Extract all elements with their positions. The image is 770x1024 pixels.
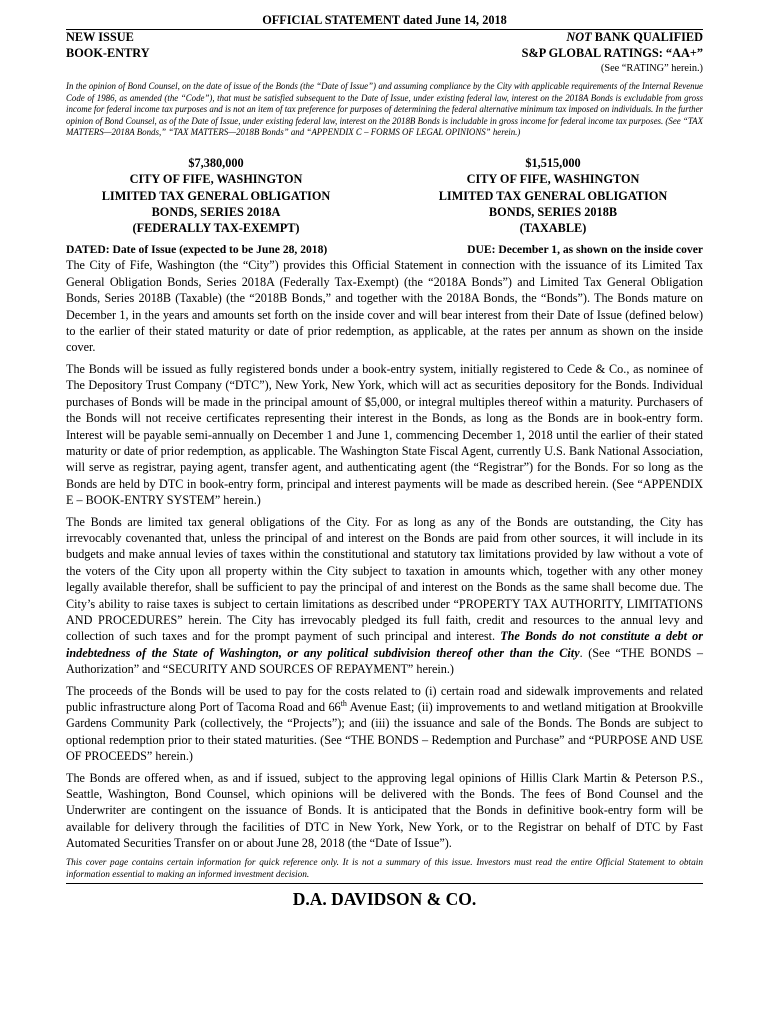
bank-qualified-label — [566, 30, 703, 46]
dated-text: DATED: Date of Issue (expected to be June 28, 2018) — [66, 243, 328, 257]
issue-2018b — [403, 155, 703, 236]
rating-label: S&P GLOBAL RATINGS: “AA+” — [521, 45, 703, 60]
document-page — [66, 0, 703, 910]
dated-due-row — [66, 243, 703, 257]
underwriter-name: D.A. DAVIDSON & CO. — [292, 889, 477, 910]
due-text: DUE: December 1, as shown on the inside cover — [467, 243, 703, 257]
proceeds-text-b: Avenue East; (ii) improvements to and wetland mitigation at Brookville Gardens Community Park (collectively, the “Projects”); and (iii) the issuance and sale of the Bonds. The Bonds are subject to optional redemption prior to their stated maturities. (See “THE BONDS – Redemption and Purchase” and “PURPOSE AND USE OF PROCEEDS” herein.) — [66, 700, 703, 764]
issue-2018a-issuer: CITY OF FIFE, WASHINGTON — [129, 172, 303, 187]
issue-2018b-series: BONDS, SERIES 2018B — [488, 204, 618, 219]
security-disclaimer: The Bonds do not constitute a debt or indebtedness of the State of Washington, or any political subdivision thereof other than the City — [66, 629, 703, 660]
top-row-1 — [66, 30, 703, 46]
document-title: OFFICIAL STATEMENT dated June 14, 2018 — [66, 13, 703, 30]
issue-2018b-status: (TAXABLE) — [519, 221, 587, 236]
security-text: The Bonds are limited tax general obligations of the City. For as long as any of the Bonds are outstanding, the City has irrevocably covenanted that, unless the principal of and interest on the Bonds are paid from other sources, it will include in its budgets and make annual levies of taxes within the constitutional and statutory tax limitations provided by law without a vote of the voters of the City upon all property within the City subject to taxation in amounts which, together with any other money legally available therefor, shall be sufficient to pay the principal of and interest on the Bonds as the same shall become due. The City’s ability to raise taxes is subject to certain limitations as described under “PROPERTY TAX AUTHORITY, LIMITATIONS AND PROCEDURES” herein. The City has irrevocably pledged its full faith, credit and resources to the annual levy and collection of such taxes and for the prompt payment of such principal and interest. — [66, 514, 703, 644]
bank-qualified-rest: BANK QUALIFIED — [591, 30, 703, 44]
issue-headings — [66, 155, 703, 236]
not-word: NOT — [566, 30, 592, 44]
issue-2018b-amount: $1,515,000 — [525, 155, 581, 170]
paragraph-security — [66, 514, 703, 678]
rating-reference: (See “RATING” herein.) — [600, 63, 703, 74]
cover-disclaimer: This cover page contains certain information for quick reference only. It is not a summary of this issue. Investors must read the entire Official Statement to obtain information essential to making an informed investment decision. — [66, 857, 703, 885]
bond-counsel-opinion: In the opinion of Bond Counsel, on the date of issue of the Bonds (the “Date of Issue”) and assuming compliance by the City with applicable requirements of the Internal Revenue Code of 1986, as amended (the “Code”), that must be satisfied subsequent to the Date of Issue, under existing federal law, interest on the 2018A Bonds is excludable from gross income for federal income tax purposes and is not an item of tax preference for purposes of determining the federal alternative minimum tax imposed on individuals. In the further opinion of Bond Counsel, as of the Date of Issue, under existing federal law, interest on the 2018B Bonds is includable in gross income for federal income tax purposes. (See “TAX MATTERS—2018A Bonds,” “TAX MATTERS—2018B Bonds” and “APPENDIX C – FORMS OF LEGAL OPINIONS” herein.) — [66, 81, 703, 138]
paragraph-offering: The Bonds are offered when, as and if issued, subject to the approving legal opinions of Hillis Clark Martin & Peterson P.S., Seattle, Washington, Bond Counsel, which opinions will be delivered with the Bonds. The fees of Bond Counsel and the Underwriter are contingent on the issuance of Bonds. It is anticipated that the Bonds in definitive book-entry form will be available for delivery through the facilities of DTC in New York, New York, or to the Registrar on behalf of DTC by Fast Automated Securities Transfer on or about June 28, 2018 (the “Date of Issue”). — [66, 770, 703, 851]
paragraph-proceeds — [66, 683, 703, 765]
issue-2018a-amount: $7,380,000 — [188, 155, 244, 170]
security-reference: . (See “THE BONDS – Authorization” and “SECURITY AND SOURCES OF REPAYMENT” herein.) — [66, 645, 703, 677]
issue-2018a-status: (FEDERALLY TAX-EXEMPT) — [132, 221, 300, 236]
top-row-2 — [66, 46, 703, 62]
paragraph-intro: The City of Fife, Washington (the “City”) provides this Official Statement in connection with the issuance of its Limited Tax General Obligation Bonds, Series 2018A (Federally Tax-Exempt) (the “2018A Bonds”) and Limited Tax General Obligation Bonds, Series 2018B (Taxable) (the “2018B Bonds,” and together with the 2018A Bonds, the “Bonds”). The Bonds mature on December 1, in the years and amounts set forth on the inside cover and will bear interest from their Date of Issue (defined below) to the earlier of their stated maturity or date of prior redemption, as applicable, at the rates per annum as shown on the inside cover. — [66, 258, 703, 355]
book-entry-label: BOOK-ENTRY — [66, 45, 150, 60]
new-issue-label: NEW ISSUE — [66, 30, 134, 44]
issue-2018b-issuer: CITY OF FIFE, WASHINGTON — [466, 172, 640, 187]
issue-2018b-type: LIMITED TAX GENERAL OBLIGATION — [438, 188, 668, 203]
issue-2018a-series: BONDS, SERIES 2018A — [151, 204, 281, 219]
issue-2018a-type: LIMITED TAX GENERAL OBLIGATION — [101, 188, 331, 203]
ordinal-suffix: th — [340, 698, 347, 708]
proceeds-text-a: The proceeds of the Bonds will be used to pay for the costs related to (i) certain road and sidewalk improvements and related public infrastructure along Port of Tacoma Road and 66 — [66, 683, 703, 715]
issue-2018a — [66, 155, 366, 236]
paragraph-book-entry: The Bonds will be issued as fully registered bonds under a book-entry system, initially registered to Cede & Co., as nominee of The Depository Trust Company (“DTC”), New York, New York, which will act as securities depository for the Bonds. Individual purchases of Bonds will be made in the principal amount of $5,000, or integral multiples thereof within a maturity. Purchasers of the Bonds will not receive certificates representing their interest in the Bonds, as long as the Bonds are in book-entry form. Interest will be payable semi-annually on December 1 and June 1, commencing December 1, 2018 until the earlier of their stated maturity or date of prior redemption, as applicable. The Washington State Fiscal Agent, currently U.S. Bank National Association, will serve as registrar, paying agent, transfer agent, and authenticating agent (the “Registrar”) for the Bonds. For so long as the Bonds are held by DTC in book-entry form, principal and interest payments will be made as described herein. (See “APPENDIX E – BOOK-ENTRY SYSTEM” herein.) — [66, 361, 703, 508]
